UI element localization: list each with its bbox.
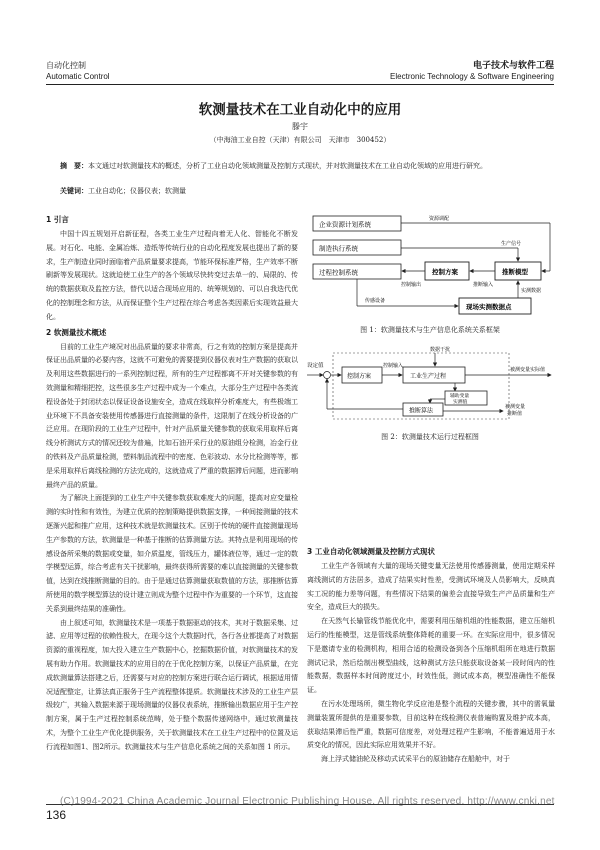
fig2-aux-variable-box-2: 实测值 — [453, 400, 468, 405]
fig1-sensor-label: 传感设备 — [365, 298, 386, 304]
fig2-control-input-label: 控制输入 — [383, 363, 404, 369]
figure-2-diagram — [305, 345, 555, 427]
paragraph: 工业生产各领域有大量的现场关键变量无法使用传感器测量，使用定期采样离线测试的方法居多，造成了结果实时性差，受测试环境及人员影响大，反映真实工况的能力差等问题，有些情况下结果的偏差会直接导致生产产品质量和生产安全，造成巨大的损失。 — [307, 562, 555, 612]
fig2-infer-box: 推断算法 — [409, 407, 434, 415]
header-section-cn: 自动化控制 — [46, 61, 86, 70]
page-number: 136 — [46, 808, 67, 822]
section-1-title: 1 引言 — [46, 215, 69, 224]
keywords-label: 关键词： — [60, 187, 88, 195]
fig1-model-box: 推断模型 — [502, 268, 528, 276]
abstract — [60, 161, 540, 172]
fig1-infer-input-label: 推断输入 — [473, 282, 494, 288]
fig1-field-box: 现场实测数据点 — [466, 303, 512, 311]
header-section-en: Automatic Control — [46, 72, 110, 81]
paragraph: 在天然气长输管线节能优化中，需要利用压缩机组的性能数据，建立压缩机运行的性能模型，这是管线系统整体降耗的重要一环。在实际应用中，很多情况下是邀请专业的检测机构，相用合适的检测设备到各个压缩机组所在地进行数据测试记录，然后绘制出模型曲线，这种测试方法只能获取设备某一段时间内的性能数据，数据样本时间跨度过小，时效性低，测试成本高，模型准确性不能保证。 — [307, 617, 555, 695]
fig2-measured-value-label: 被测变量实际值 — [510, 367, 546, 373]
paragraph: 由上叙述可知，软测量技术是一项基于数据驱动的技术，其对于数据采集、过滤、应用等过程的依赖性极大，在现今这个大数据时代，各行各业都提高了对数据资源的重视程度，加大投入建立生产数据中心，挖掘数据价值，对软测量技术的发展有助力作用。软测量技术的应用目的在于优化控制方案，以保证产品质量，在完成软测量算法搭建之后，还需要与对应的控制方案进行联合运行调试，根据适用情况适配整定，让算法真正服务于生产流程整体提质。软测量技术涉及的工业生产层级较广，其输入数据来源于现场测量的仪器仪表系统，推断输出数据应用于生产控制方案，属于生产过程控制系统范畴，处于整个数据传递网络中，通过软测量技术，为整个工业生产优化提供服务，关于软测量技术在工业生产过程中的位置及运行流程如图1、图2所示。软测量技术与生产信息化系统之间的关系如图 1 所示。 — [46, 618, 298, 751]
fig2-control-box: 控制方案 — [347, 373, 372, 380]
paragraph: 目前的工业生产境况对出品质量的要求非常高，行之有效的控制方案是提高并保证出品质量的必要内容，这就不可避免的需要提到仪器仪表对生产数据的获取以及利用这些数据进行的一系列控制过程，所有的生产过程都离不开对关键参数的有效测量和精细把控，这些很多生产过程中成为一个难点，大部分生产过程中各类流程设备处于封闭状态以保证设备设施安全，造成在线取样分析难度大，有些极端工业环境下不具备安装使用传感器进行直接测量的条件，这限制了在线分析设备的广泛应用。在现阶段的工业生产过程中，针对产品质量关键参数的获取采用取样后离线分析测试方式的情况还较为普遍，比如石油开采行业的原油组分检测，冶金行业的铁料及产品质量检测，塑料制品流程中的密度、色彩波动、水分比检测等等，都是采用取样后离线检测的方法完成的，这就造成了严重的数据滞后问题，进而影响最终产品的质量。 — [46, 342, 298, 489]
abstract-label: 摘 要： — [60, 162, 88, 170]
affiliation: （中海油工业自控（天津）有限公司 天津市 300452） — [209, 136, 391, 144]
fig1-control-output-label: 控制输出 — [401, 282, 422, 288]
fig2-inferred-value-label-2: 推断值 — [507, 411, 523, 417]
keywords-text: 工业自动化；仪器仪表；软测量 — [88, 187, 186, 195]
header-left — [46, 60, 110, 82]
footer-rule — [46, 804, 554, 805]
author: 滕宇 — [292, 122, 308, 131]
paragraph: 为了解决上面提到的工业生产中关键参数获取难度大的问题，提高对应变量检测的实时性和有效性，为建立优质的控制策略提供数据支撑，一种间接测量的技术逐渐兴起和推广应用，这种技术就是软测量技术。区别于传统的硬件直接测量现场生产参数的方法，软测量是一种基于推断的估算测量方法。其特点是利用现场的传感设备所采集的数据或变量，如介质温度，管线压力，罐体液位等，通过一定的数学模型运算，综合考虑有关干扰影响，最终获得所需要的难以直接测量的关键参数值，达到在线推断测量的目的。由于是通过估算测量获取数值的方法，那推断估算所使用的数学模型算法的设计建立则成为整个过程中作为重要的一个环节，这直接关系到最终结果的准确性。 — [46, 494, 298, 613]
copyright-watermark: (C)1994-2021 China Academic Journal Electronic Publishing House. All rights reserved. http://www.cnki.net — [60, 796, 555, 807]
header-right — [390, 60, 554, 82]
right-column — [307, 448, 555, 767]
fig1-erp-box: 企业资源计划系统 — [319, 220, 371, 229]
figure-1-diagram — [305, 210, 555, 322]
paper-title: 软测量技术在工业自动化中的应用 — [198, 102, 402, 118]
paragraph: 海上浮式储油轮及移动式试采平台的原油储存在船舱中，对于 — [321, 755, 510, 764]
paragraph-continued — [307, 448, 555, 544]
header-rule — [46, 84, 554, 85]
fig1-pcs-box: 过程控制系统 — [319, 268, 358, 277]
fig2-disturbance-label: 数据干扰 — [430, 347, 451, 353]
journal-name-en: Electronic Technology & Software Engineering — [390, 72, 554, 81]
fig1-resource-label: 资源调配 — [429, 216, 450, 222]
fig1-prod-signal-label: 生产信号 — [501, 241, 522, 247]
keywords — [60, 186, 540, 196]
fig1-mes-box: 制造执行系统 — [319, 244, 358, 253]
abstract-text: 本文通过对软测量技术的概述，分析了工业自动化领域测量及控制方式现状，并对软测量技术在工业自动化领域的应用进行研究。 — [88, 162, 487, 170]
fig1-control-box: 控制方案 — [432, 268, 458, 276]
fig2-setpoint-label: 设定值 — [307, 363, 324, 369]
fig2-inferred-value-label: 被测变量 — [505, 404, 526, 410]
section-2-title: 2 软测量技术概述 — [46, 327, 107, 337]
figure-2-caption: 图 2：软测量技术运行过程框图 — [381, 433, 479, 441]
journal-name-cn: 电子技术与软件工程 — [472, 60, 554, 70]
fig1-data-label: 实测数据 — [521, 288, 542, 294]
paragraph: 在污水处理场所，微生物化学反应池是整个流程的关键步骤，其中的需氧量测量装置所提供的是重要参数，目前这种在线检测仪表普遍购置及维护成本高，获取结果滞后性严重，数据可信度差，对处理过程产生影响，不能普遍适用于水质变化的情况，因此实际应用效果并不好。 — [307, 699, 555, 750]
section-3-title: 3 工业自动化领域测量及控制方式现状 — [307, 547, 435, 556]
figure-1-caption: 图 1：软测量技术与生产信息化系统关系框架 — [360, 326, 500, 334]
fig2-aux-variable-box: 辅助变量 — [450, 394, 470, 399]
fig2-process-box: 工业生产过程 — [410, 373, 447, 380]
left-column — [46, 212, 298, 755]
paragraph: 中国十四五规划开启新征程，各类工业生产过程向着无人化、智能化不断发展。对石化、电能、金属冶炼、造纸等传统行业的自动化程度发展也提出了新的要求，生产制造业同时面临着产品质量要求提高，节能环保标准严格，生产效率不断刷新等发展现状。这就迫使工业生产的各个领域尽快转变过去单一的、局限的、传统的数据获取及监控方法，替代以适合现场应用的、统筹规划的、可以自我迭代优化的控制理念和方法，从而保证整个生产过程在综合考虑各类因素后实现效益最大化。 — [46, 230, 298, 321]
